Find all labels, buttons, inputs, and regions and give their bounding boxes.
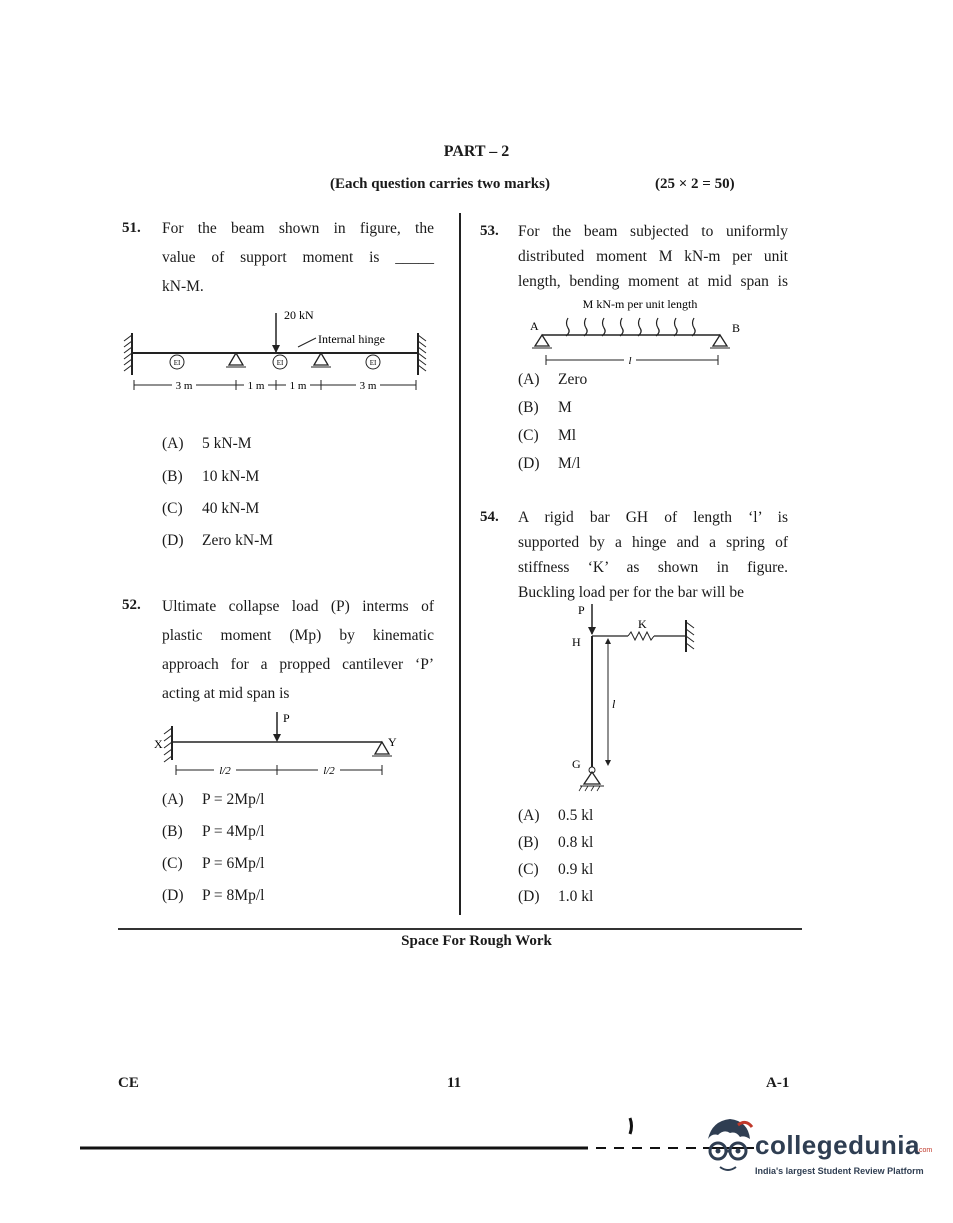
q54-option-a-text: 0.5 kl <box>558 807 594 824</box>
q51-option-d-label: (D) <box>162 532 184 549</box>
q51-dim-4: 3 m <box>359 380 377 392</box>
q52-load-label: P <box>283 711 290 725</box>
q52-option-d-label: (D) <box>162 887 184 904</box>
q54-option-b[interactable] <box>518 833 593 853</box>
q51-option-a-text: 5 kN-M <box>202 435 252 452</box>
q53-caption: M kN-m per unit length <box>582 297 698 311</box>
q52-left-label: X <box>154 737 163 751</box>
q53-line-2: distributed moment M kN-m per unit <box>518 248 788 265</box>
q52-option-d-text: P = 8Mp/l <box>202 887 265 904</box>
q52-option-c-label: (C) <box>162 855 183 872</box>
q52-line-1: Ultimate collapse load (P) interms of <box>162 598 434 615</box>
q52-option-c-text: P = 6Mp/l <box>202 855 265 872</box>
q53-option-d[interactable] <box>518 454 580 474</box>
q51-ei-3: EI <box>369 359 377 367</box>
q54-option-a[interactable] <box>518 806 593 826</box>
q51-dim-3: 1 m <box>289 380 307 392</box>
q54-line-2: supported by a hinge and a spring of <box>518 534 788 551</box>
q52-line-2: plastic moment (Mp) by kinematic <box>162 627 434 644</box>
q53-option-b-label: (B) <box>518 399 539 416</box>
q51-beam-figure <box>120 305 440 400</box>
q54-spring-label: K <box>638 617 647 631</box>
q53-option-c[interactable] <box>518 426 576 446</box>
q54-option-b-text: 0.8 kl <box>558 834 594 851</box>
q52-option-b[interactable] <box>162 822 264 842</box>
q54-line-3: stiffness ‘K’ as shown in figure. <box>518 559 788 576</box>
q52-option-d[interactable] <box>162 886 264 906</box>
q51-dim-1: 3 m <box>175 380 193 392</box>
q54-load-label: P <box>578 603 585 617</box>
q52-dim-1: l/2 <box>219 765 231 777</box>
q54-option-d[interactable] <box>518 887 593 907</box>
q53-option-a-label: (A) <box>518 371 540 388</box>
marks-total: (25 × 2 = 50) <box>655 176 735 192</box>
question-54-number: 54. <box>480 509 499 525</box>
q52-option-a-label: (A) <box>162 791 184 808</box>
question-51-text <box>162 214 434 301</box>
q51-option-a[interactable] <box>162 434 252 454</box>
q52-option-b-label: (B) <box>162 823 183 840</box>
q53-span-label: l <box>628 355 632 367</box>
question-53-text <box>518 219 788 294</box>
q53-option-b[interactable] <box>518 398 572 418</box>
q51-option-c-label: (C) <box>162 500 183 517</box>
q54-line-1: A rigid bar GH of length ‘l’ is <box>518 509 788 526</box>
q53-left-label: A <box>530 319 539 333</box>
q53-option-a[interactable] <box>518 370 587 390</box>
footer-rule <box>78 1110 758 1190</box>
q54-option-c-text: 0.9 kl <box>558 861 594 878</box>
question-51-number: 51. <box>122 220 141 236</box>
q51-option-b[interactable] <box>162 467 259 487</box>
q53-option-a-text: Zero <box>558 371 588 388</box>
question-53-number: 53. <box>480 223 499 239</box>
q51-hinge-label: Internal hinge <box>318 332 385 346</box>
q51-option-c-text: 40 kN-M <box>202 500 260 517</box>
q54-bar-figure <box>560 600 720 795</box>
question-52-text <box>162 592 434 708</box>
q54-length-label: l <box>612 697 616 711</box>
q51-line-3: kN-M. <box>162 278 204 295</box>
q52-beam-figure <box>150 708 400 788</box>
question-54-text <box>518 505 788 605</box>
q53-line-1: For the beam subjected to uniformly <box>518 223 788 240</box>
q52-option-c[interactable] <box>162 854 264 874</box>
q53-option-d-label: (D) <box>518 455 540 472</box>
footer-subject-code: CE <box>118 1075 139 1091</box>
q51-dim-2: 1 m <box>247 380 265 392</box>
q51-ei-2: EI <box>276 359 284 367</box>
footer-series: A-1 <box>766 1075 790 1091</box>
q51-ei-1: EI <box>173 359 181 367</box>
part-title: PART – 2 <box>443 143 510 160</box>
q52-option-a[interactable] <box>162 790 264 810</box>
q51-option-b-text: 10 kN-M <box>202 468 260 485</box>
q54-option-c[interactable] <box>518 860 593 880</box>
footer-page-number: 11 <box>447 1075 462 1091</box>
marks-note: (Each question carries two marks) <box>330 176 550 192</box>
q54-option-a-label: (A) <box>518 807 540 824</box>
q54-option-b-label: (B) <box>518 834 539 851</box>
brand-mascot-icon <box>700 1115 756 1185</box>
q51-line-2: value of support moment is _____ <box>162 249 434 266</box>
q53-option-b-text: M <box>558 399 572 416</box>
q53-right-label: B <box>732 321 741 335</box>
brand-dotcom: .com <box>917 1147 933 1154</box>
q51-option-d[interactable] <box>162 531 273 551</box>
brand-name: collegedunia <box>755 1130 920 1160</box>
q51-option-d-text: Zero kN-M <box>202 532 274 549</box>
q52-dim-2: l/2 <box>323 765 335 777</box>
q53-option-c-text: Ml <box>558 427 577 444</box>
q54-option-d-label: (D) <box>518 888 540 905</box>
q54-option-d-text: 1.0 kl <box>558 888 594 905</box>
q54-top-label: H <box>572 635 581 649</box>
column-divider <box>459 213 461 915</box>
q52-line-3: approach for a propped cantilever ‘P’ <box>162 656 434 673</box>
q53-option-d-text: M/l <box>558 455 581 472</box>
q51-line-1: For the beam shown in figure, the <box>162 220 434 237</box>
q54-option-c-label: (C) <box>518 861 539 878</box>
q54-line-4: Buckling load per for the bar will be <box>518 584 744 601</box>
q53-option-c-label: (C) <box>518 427 539 444</box>
rough-work-label: Space For Rough Work <box>401 933 552 949</box>
brand-tagline: India's largest Student Review Platform <box>755 1166 924 1176</box>
q51-load-label: 20 kN <box>284 308 314 322</box>
q53-line-3: length, bending moment at mid span is <box>518 273 788 290</box>
q52-right-label: Y <box>388 735 397 749</box>
q51-option-b-label: (B) <box>162 468 183 485</box>
q52-line-4: acting at mid span is <box>162 685 290 702</box>
q52-option-a-text: P = 2Mp/l <box>202 791 265 808</box>
q51-option-c[interactable] <box>162 499 259 519</box>
q54-bottom-label: G <box>572 757 581 771</box>
bottom-rule <box>118 928 802 930</box>
q53-beam-figure <box>520 294 770 374</box>
question-52-number: 52. <box>122 597 141 613</box>
q52-option-b-text: P = 4Mp/l <box>202 823 265 840</box>
q51-option-a-label: (A) <box>162 435 184 452</box>
